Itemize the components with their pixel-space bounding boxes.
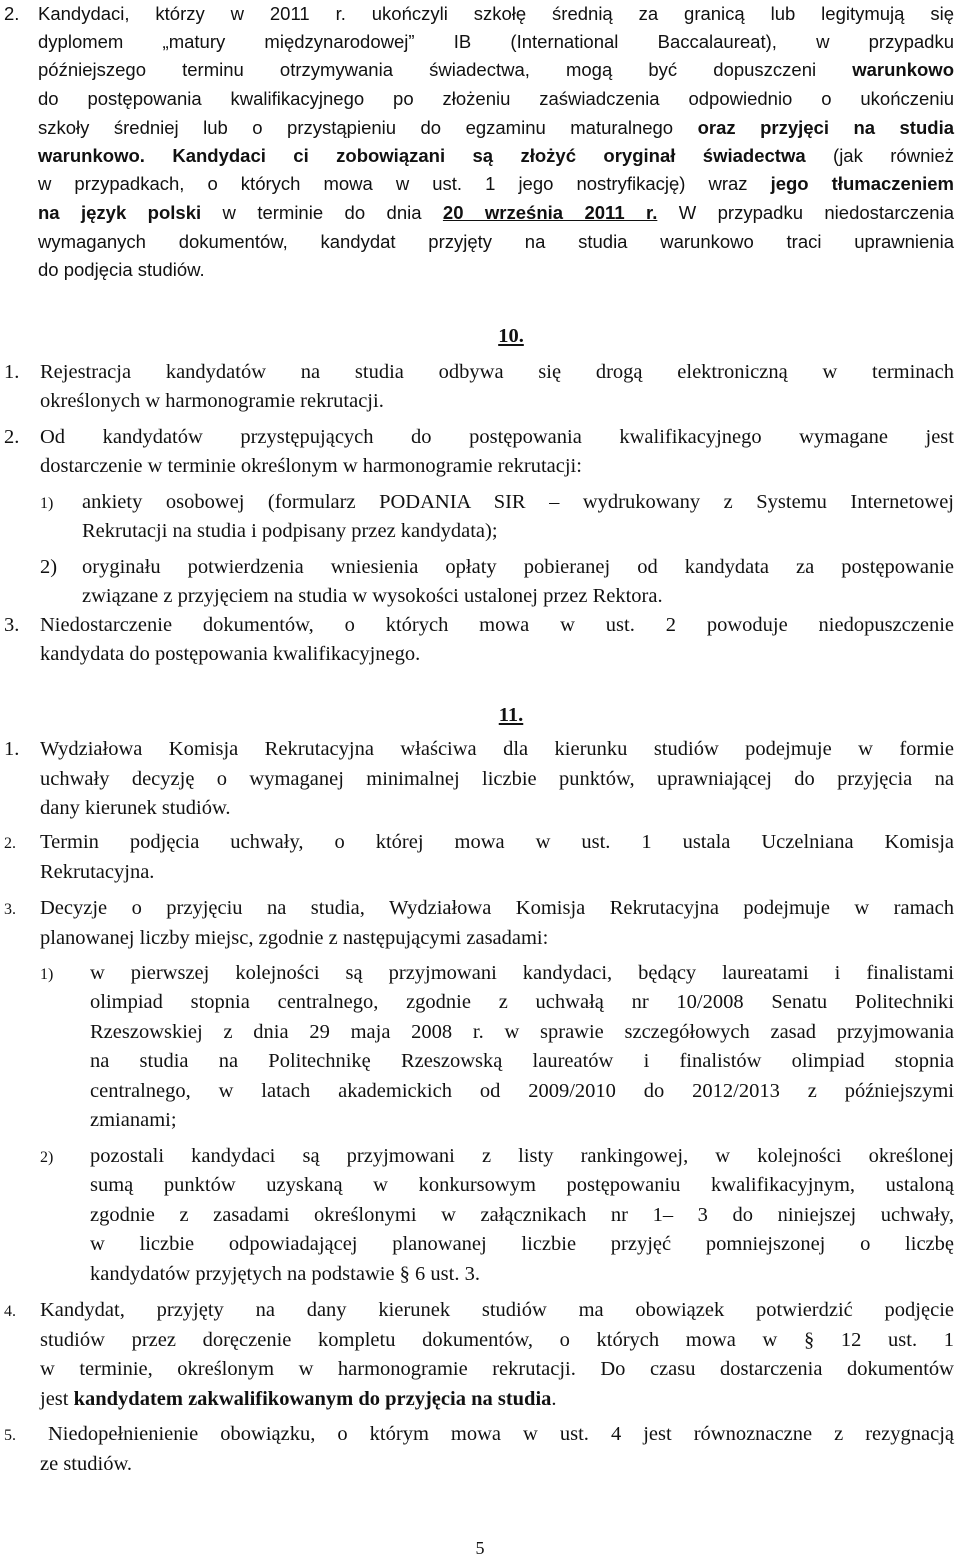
text-line: [40, 1385, 557, 1414]
subitem-number: 2): [40, 556, 58, 578]
text-line: wymaganych dokumentów, kandydat przyjęty na studia warunkowo traci uprawnienia: [38, 231, 954, 252]
text-line: w terminie, określonym w harmonogramie rekrutacji. Do czasu dostarczenia dokumentów: [40, 1358, 954, 1380]
text-line: związane z przyjęciem na studia w wysokości ustalonej przez Rektora.: [82, 585, 663, 607]
item-number: 5.: [4, 1427, 16, 1444]
item-number: 3.: [4, 614, 20, 636]
text-line: kandydatów przyjętych na podstawie § 6 ust. 3.: [90, 1263, 480, 1285]
text-line: olimpiad stopnia centralnego, zgodnie z uchwałą nr 10/2008 Senatu Politechniki: [90, 991, 954, 1013]
text-line: Rekrutacyjna.: [40, 861, 155, 883]
text-line: Decyzje o przyjęciu na studia, Wydziałowa Komisja Rekrutacyjna podejmuje w ramach: [40, 897, 954, 919]
item-number: 3.: [4, 901, 16, 918]
section-heading-10: 10.: [498, 325, 524, 347]
text-line: późniejszego terminu otrzymywania świadectwa, mogą być dopuszczeni warunkowo: [38, 59, 954, 80]
text-line: dany kierunek studiów.: [40, 797, 231, 819]
text-line-plain: jest kandydatem zakwalifikowanym do przyjęcia na studia.: [40, 1388, 557, 1410]
text-line: Od kandydatów przystępujących do postępowania kwalifikacyjnego wymagane jest: [40, 426, 954, 448]
item-number: 2.: [4, 3, 20, 24]
text-line: do postępowania kwalifikacyjnego po złożeniu zaświadczenia odpowiednio o ukończeniu: [38, 88, 954, 109]
item-number: 1.: [4, 738, 20, 760]
text-line: dostarczenie w terminie określonym w harmonogramie rekrutacji:: [40, 455, 582, 477]
text-line: szkoły średniej lub o przystąpieniu do egzaminu maturalnego oraz przyjęci na studia: [38, 117, 954, 138]
text-line: do podjęcia studiów.: [38, 259, 205, 280]
subitem-number: 1): [40, 966, 54, 983]
text-line: warunkowo. Kandydaci ci zobowiązani są złożyć oryginał świadectwa (jak również: [38, 145, 955, 166]
text-line: oryginału potwierdzenia wniesienia opłaty pobieranej od kandydata za postępowanie: [82, 556, 954, 578]
text-line: w pierwszej kolejności są przyjmowani kandydaci, będący laureatami i finalistami: [90, 962, 954, 984]
item-number: 2.: [4, 426, 20, 448]
text-line: kandydata do postępowania kwalifikacyjnego.: [40, 643, 421, 665]
text-line: określonych w harmonogramie rekrutacji.: [40, 390, 384, 412]
text-line: Niedostarczenie dokumentów, o których mowa w ust. 2 powoduje niedopuszczenie: [40, 614, 954, 636]
text-line: Termin podjęcia uchwały, o której mowa w ust. 1 ustala Uczelniana Komisja: [40, 831, 954, 853]
text-line: dyplomem „matury międzynarodowej” IB (International Baccalaureat), w przypadku: [38, 31, 954, 52]
text-line: Kandydat, przyjęty na dany kierunek studiów ma obowiązek potwierdzić podjęcie: [40, 1299, 954, 1321]
text-line: centralnego, w latach akademickich od 2009/2010 do 2012/2013 z późniejszymi: [90, 1080, 954, 1102]
text-line: Rzeszowskiej z dnia 29 maja 2008 r. w sprawie szczegółowych zasad przyjmowania: [90, 1021, 954, 1043]
page-number: 5: [475, 1538, 485, 1558]
text-line: na język polski w terminie do dnia 20 września 2011 r. W przypadku niedostarczenia: [38, 202, 954, 223]
item-number: 1.: [4, 361, 20, 383]
text-line: na studia na Politechnikę Rzeszowską laureatów i finalistów olimpiad stopnia: [90, 1050, 954, 1072]
section-heading-11: 11.: [498, 704, 524, 726]
text-line: w liczbie odpowiadającej planowanej liczbie przyjęć pomniejszonej o liczbę: [90, 1233, 954, 1255]
text-line: uchwały decyzję o wymaganej minimalnej liczbie punktów, uprawniającej do przyjęcia na: [40, 768, 954, 790]
text-line: ze studiów.: [40, 1453, 133, 1475]
item-number: 2.: [4, 835, 16, 852]
text-line: Rejestracja kandydatów na studia odbywa się drogą elektroniczną w terminach: [40, 361, 954, 383]
subitem-number: 1): [40, 495, 54, 512]
text-line: w przypadkach, o których mowa w ust. 1 jego nostryfikację) wraz jego tłumaczeniem: [38, 173, 954, 194]
text-line: ankiety osobowej (formularz PODANIA SIR – wydrukowany z Systemu Internetowej: [82, 491, 954, 513]
text-line: planowanej liczby miejsc, zgodnie z następującymi zasadami:: [40, 927, 549, 949]
item-number: 4.: [4, 1303, 16, 1320]
subitem-number: 2): [40, 1149, 54, 1166]
text-line: Niedopełnienienie obowiązku, o którym mowa w ust. 4 jest równoznaczne z rezygnacją: [48, 1423, 954, 1445]
text-line: pozostali kandydaci są przyjmowani z listy rankingowej, w kolejności określonej: [90, 1145, 954, 1167]
text-line: Rekrutacji na studia i podpisany przez kandydata);: [82, 520, 498, 542]
text-line: studiów przez doręczenie kompletu dokumentów, o których mowa w § 12 ust. 1: [40, 1329, 954, 1351]
text-line: zgodnie z zasadami określonymi w załącznikach nr 1– 3 do niniejszej uchwały,: [90, 1204, 954, 1226]
text-line: Kandydaci, którzy w 2011 r. ukończyli szkołę średnią za granicą lub legitymują się: [38, 3, 954, 24]
text-line: Wydziałowa Komisja Rekrutacyjna właściwa dla kierunku studiów podejmuje w formie: [40, 738, 954, 760]
text-line: zmianami;: [90, 1109, 177, 1131]
text-line: sumą punktów uzyskaną w konkursowym postępowaniu kwalifikacyjnym, ustaloną: [90, 1174, 954, 1196]
